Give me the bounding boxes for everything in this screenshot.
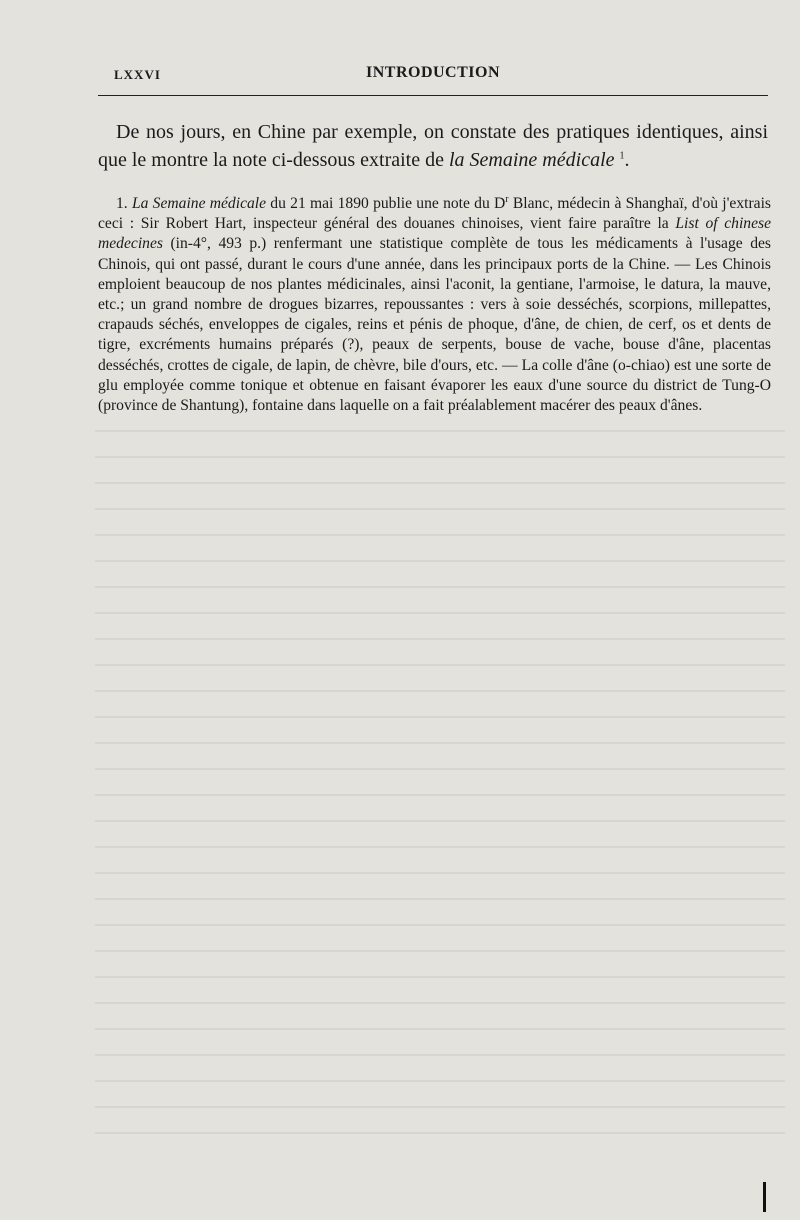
page-edge-mark	[763, 1182, 766, 1212]
footnote-marker: 1.	[116, 195, 132, 212]
header-rule	[98, 95, 768, 96]
footnote-text-part2: Blanc, médecin à Shanghaï, d'où j'extrais ceci : Sir Robert Hart, inspecteur général des douanes chinoises, vient faire paraître la	[98, 195, 771, 233]
running-title: INTRODUCTION	[365, 64, 500, 81]
doctor-abbrev-sup: r	[505, 193, 509, 205]
paragraph-text-after: .	[624, 149, 630, 171]
page-folio: LXXVI	[114, 67, 161, 82]
main-paragraph	[98, 118, 768, 174]
paragraph-journal-title: la Semaine médicale	[449, 149, 615, 171]
bleed-through-texture	[95, 430, 785, 1200]
footnote-text-part1: du 21 mai 1890 publie une note du D	[266, 195, 506, 212]
footnote-source-title: La Semaine médicale	[131, 195, 267, 212]
footnote-text-part3: (in-4°, 493 p.) renfermant une statistique complète de tous les médicaments à l'usage des Chinois, qui ont passé, durant le cours d'une année, dans les principaux ports de la Chine. — Les Chinois emploient beaucoup de nos plantes médicinales, ainsi l'aconit, la gentiane, l'armoise, le datura, la mauve, etc.; un grand nombre de drogues bizarres, repoussantes : vers à soie desséchés, scorpions, millepattes, crapauds séchés, enveloppes de cigales, reins et pénis de phoque, d'âne, de chien, de cerf, os et dents de tigre, excréments humains préparés (?), peaux de serpents, bouse de vache, bouse d'âne, placentas desséchés, crottes de cigale, de lapin, de chèvre, bile d'ours, etc. — La colle d'âne (o-chiao) est une sorte de glu employée comme tonique et obtenue en faisant évaporer les eaux d'une source du district de Tung-O (province de Shantung), fontaine dans laquelle on a fait préalablement macérer des peaux d'ânes.	[98, 235, 771, 415]
page-header	[98, 64, 768, 86]
paragraph-text-before: De nos jours, en Chine par exemple, on constate des pratiques identiques, ainsi que le montre la note ci-dessous extraite de	[98, 121, 768, 171]
footnote-book-title: List of chinese medecines	[98, 215, 771, 253]
footnote-reference: 1	[619, 150, 625, 162]
footnote	[98, 194, 771, 416]
